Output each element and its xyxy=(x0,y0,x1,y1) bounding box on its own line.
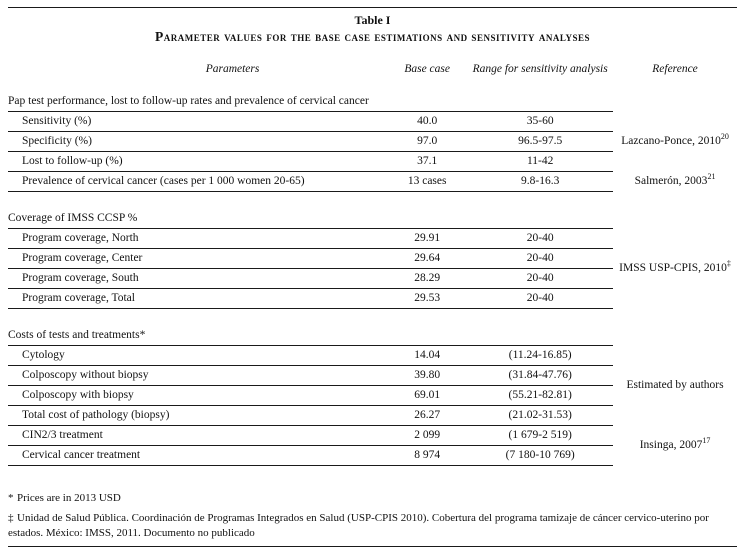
range-cell: (7 180-10 769) xyxy=(467,446,613,466)
range-cell: 20-40 xyxy=(467,269,613,289)
reference-superscript: 21 xyxy=(707,172,716,182)
parameter-cell: Program coverage, Center xyxy=(8,249,387,269)
footnote xyxy=(8,491,737,506)
parameter-cell: Lost to follow-up (%) xyxy=(8,152,387,172)
footnote-text: Unidad de Salud Pública. Coordinación de Programas Integrados en Salud (USP-CPIS 2010). Cobertura del programa tamizaje de cáncer cervico-uterino por estados. México: IMSS, 2011. Documento no publicado xyxy=(8,512,709,539)
parameters-table xyxy=(8,53,737,466)
reference-text: Lazcano-Ponce, 2010 xyxy=(621,135,721,147)
reference-superscript: 20 xyxy=(720,132,729,142)
reference-text: Salmerón, 2003 xyxy=(634,175,708,187)
base-case-cell: 69.01 xyxy=(387,386,467,406)
reference-cell xyxy=(613,426,737,466)
footnote-text: Prices are in 2013 USD xyxy=(17,492,121,504)
section-header: Coverage of IMSS CCSP % xyxy=(8,209,613,229)
table-label: Table I xyxy=(354,13,391,27)
base-case-cell: 29.53 xyxy=(387,289,467,309)
base-case-cell: 39.80 xyxy=(387,366,467,386)
base-case-cell: 28.29 xyxy=(387,269,467,289)
base-case-cell: 29.91 xyxy=(387,229,467,249)
reference-text: IMSS USP-CPIS, 2010 xyxy=(619,262,727,274)
parameter-cell: Total cost of pathology (biopsy) xyxy=(8,406,387,426)
footnote-marker: * xyxy=(8,492,14,504)
reference-cell xyxy=(613,172,737,192)
range-cell: (21.02-31.53) xyxy=(467,406,613,426)
parameter-cell: Cytology xyxy=(8,346,387,366)
base-case-cell: 37.1 xyxy=(387,152,467,172)
section-spacer-row xyxy=(8,309,737,327)
section-header-row xyxy=(8,92,737,112)
base-case-cell: 8 974 xyxy=(387,446,467,466)
range-cell: (31.84-47.76) xyxy=(467,366,613,386)
reference-cell xyxy=(613,112,737,172)
top-rule xyxy=(8,7,737,8)
base-case-cell: 13 cases xyxy=(387,172,467,192)
footnotes xyxy=(8,491,737,541)
table-row xyxy=(8,229,737,249)
parameter-cell: Program coverage, Total xyxy=(8,289,387,309)
reference-spacer-cell xyxy=(613,209,737,229)
table-title: Parameter values for the base case estimations and sensitivity analyses xyxy=(154,29,591,44)
range-cell: 35-60 xyxy=(467,112,613,132)
column-header-reference: Reference xyxy=(652,63,698,75)
range-cell: (1 679-2 519) xyxy=(467,426,613,446)
section-header-row xyxy=(8,326,737,346)
range-cell: 20-40 xyxy=(467,249,613,269)
parameter-cell: Cervical cancer treatment xyxy=(8,446,387,466)
range-cell: 9.8-16.3 xyxy=(467,172,613,192)
column-header-parameters: Parameters xyxy=(205,63,260,75)
table-row xyxy=(8,172,737,192)
parameter-cell: Program coverage, South xyxy=(8,269,387,289)
range-cell: 20-40 xyxy=(467,229,613,249)
reference-text: Estimated by authors xyxy=(626,379,724,391)
base-case-cell: 29.64 xyxy=(387,249,467,269)
parameter-cell: Sensitivity (%) xyxy=(8,112,387,132)
parameter-cell: Specificity (%) xyxy=(8,132,387,152)
parameter-cell: Colposcopy without biopsy xyxy=(8,366,387,386)
parameter-cell: Colposcopy with biopsy xyxy=(8,386,387,406)
section-header: Pap test performance, lost to follow-up rates and prevalence of cervical cancer xyxy=(8,92,613,112)
footnote xyxy=(8,511,737,541)
section-spacer-row xyxy=(8,192,737,210)
reference-cell xyxy=(613,229,737,309)
reference-spacer-cell xyxy=(613,92,737,112)
base-case-cell: 40.0 xyxy=(387,112,467,132)
parameter-cell: Program coverage, North xyxy=(8,229,387,249)
parameter-cell: CIN2/3 treatment xyxy=(8,426,387,446)
range-cell: 11-42 xyxy=(467,152,613,172)
range-cell: (55.21-82.81) xyxy=(467,386,613,406)
bottom-rule xyxy=(8,546,737,547)
table-row xyxy=(8,426,737,446)
base-case-cell: 2 099 xyxy=(387,426,467,446)
column-header-base-case: Base case xyxy=(404,63,450,75)
section-header: Costs of tests and treatments* xyxy=(8,326,613,346)
reference-cell xyxy=(613,346,737,426)
base-case-cell: 97.0 xyxy=(387,132,467,152)
table-row xyxy=(8,346,737,366)
range-cell: 96.5-97.5 xyxy=(467,132,613,152)
reference-spacer-cell xyxy=(613,326,737,346)
footnote-marker: ‡ xyxy=(8,512,14,524)
range-cell: 20-40 xyxy=(467,289,613,309)
parameter-cell: Prevalence of cervical cancer (cases per 1 000 women 20-65) xyxy=(8,172,387,192)
base-case-cell: 26.27 xyxy=(387,406,467,426)
reference-superscript: ‡ xyxy=(726,259,731,269)
table-row xyxy=(8,112,737,132)
column-header-range: Range for sensitivity analysis xyxy=(472,63,608,75)
column-header-row xyxy=(8,53,737,92)
base-case-cell: 14.04 xyxy=(387,346,467,366)
reference-text: Insinga, 2007 xyxy=(639,439,703,451)
reference-superscript: 17 xyxy=(702,436,711,446)
section-header-row xyxy=(8,209,737,229)
range-cell: (11.24-16.85) xyxy=(467,346,613,366)
